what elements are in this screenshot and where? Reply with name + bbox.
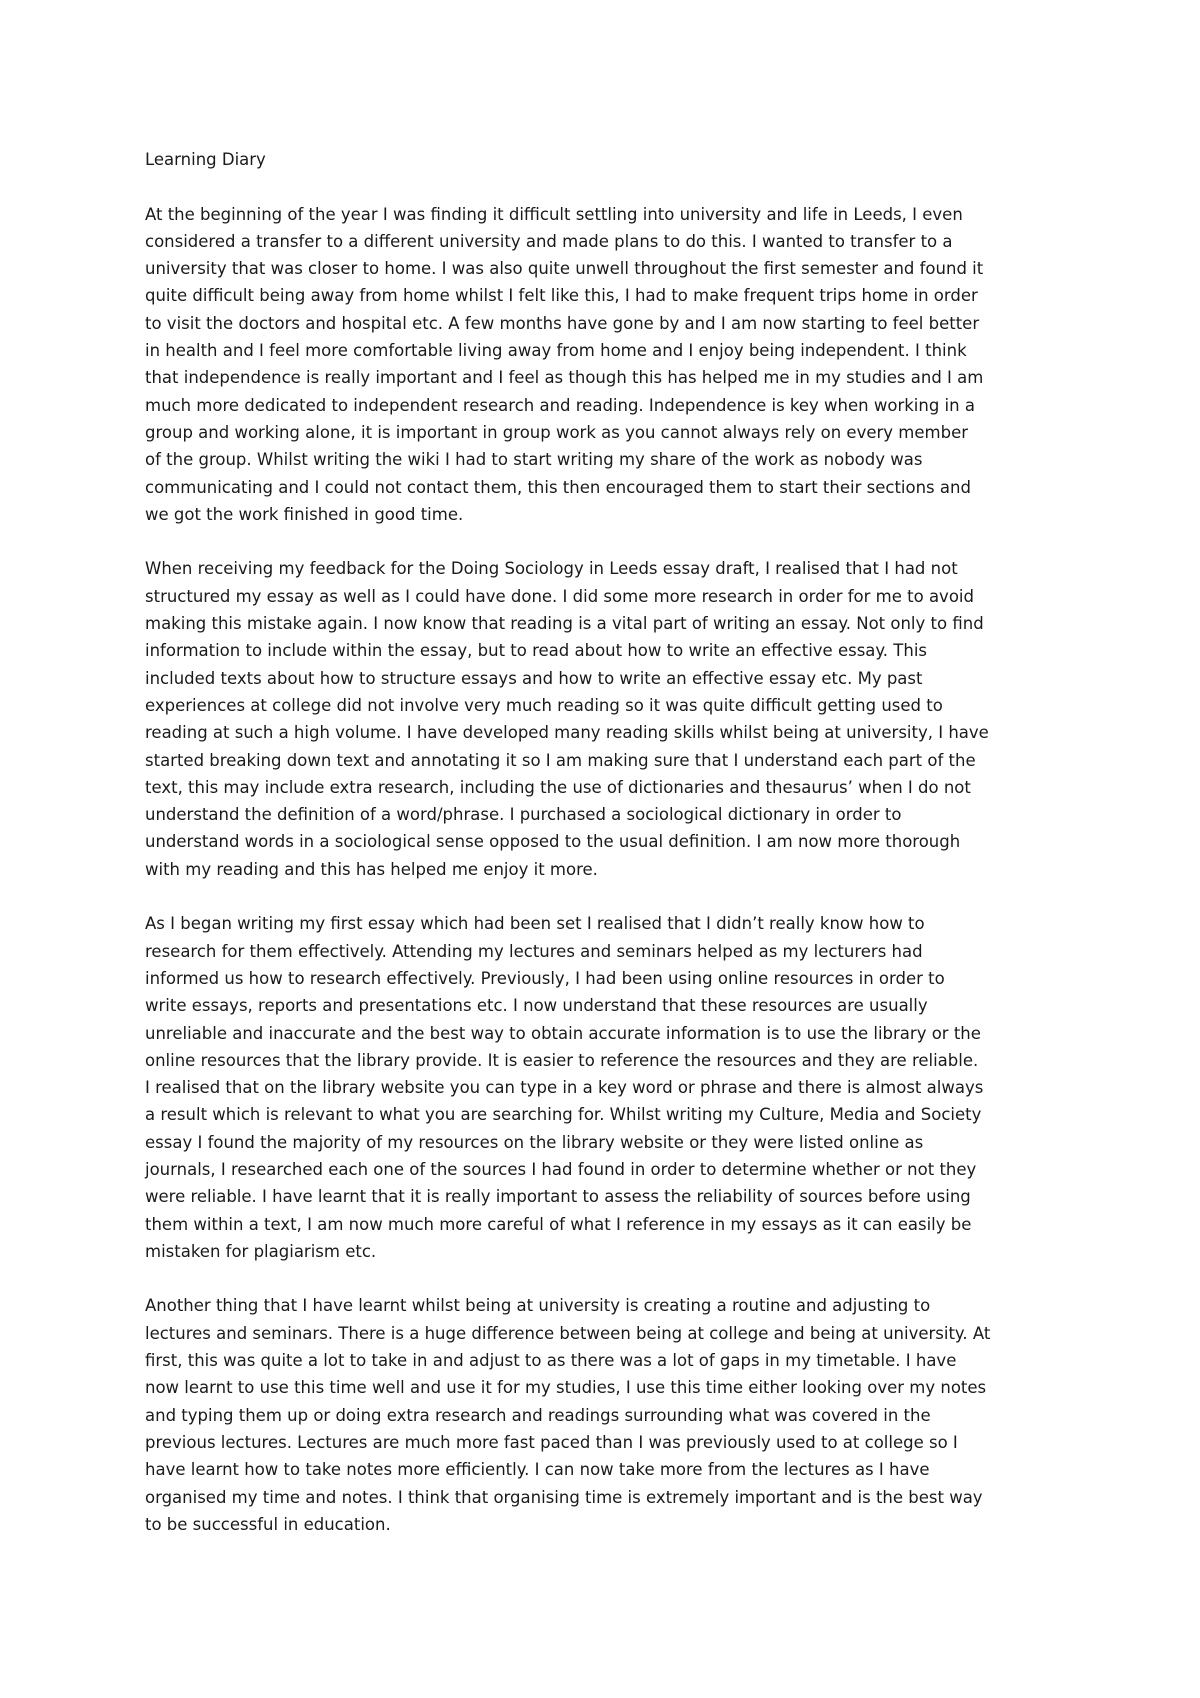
text-line: that independence is really important and I feel as though this has helped me in my studies and I am xyxy=(145,368,984,388)
text-line: lectures and seminars. There is a huge difference between being at college and being at university. At xyxy=(145,1323,991,1343)
text-line: journals, I researched each one of the sources I had found in order to determine whether or not they xyxy=(145,1159,977,1179)
text-line: included texts about how to structure essays and how to write an effective essay etc. My past xyxy=(145,668,923,688)
text-line: As I began writing my first essay which had been set I realised that I didn’t really know how to xyxy=(145,914,925,934)
text-line: research for them effectively. Attending my lectures and seminars helped as my lecturers had xyxy=(145,941,923,961)
paragraph-4 xyxy=(145,1292,1050,1538)
text-line: and typing them up or doing extra research and readings surrounding what was covered in the xyxy=(145,1405,931,1425)
paragraph-2 xyxy=(145,555,1050,883)
text-line: to visit the doctors and hospital etc. A few months have gone by and I am now starting to feel better xyxy=(145,313,980,333)
text-line: now learnt to use this time well and use it for my studies, I use this time either looking over my notes xyxy=(145,1378,987,1398)
text-line: group and working alone, it is important in group work as you cannot always rely on every member xyxy=(145,422,969,442)
text-line: were reliable. I have learnt that it is really important to assess the reliability of sources before using xyxy=(145,1187,971,1207)
text-line: much more dedicated to independent research and reading. Independence is key when working in a xyxy=(145,395,975,415)
text-line: we got the work finished in good time. xyxy=(145,504,464,524)
text-line: text, this may include extra research, including the use of dictionaries and thesaurus’ when I do not xyxy=(145,777,971,797)
paragraph-list xyxy=(145,201,1050,1539)
text-line: When receiving my feedback for the Doing Sociology in Leeds essay draft, I realised that I had not xyxy=(145,559,958,579)
document-body xyxy=(145,146,1050,1565)
text-line: of the group. Whilst writing the wiki I had to start writing my share of the work as nobody was xyxy=(145,450,923,470)
text-line: informed us how to research effectively. Previously, I had been using online resources in order to xyxy=(145,968,945,988)
text-line: previous lectures. Lectures are much more fast paced than I was previously used to at college so I xyxy=(145,1432,958,1452)
text-line: understand the definition of a word/phrase. I purchased a sociological dictionary in order to xyxy=(145,805,902,825)
text-line: a result which is relevant to what you are searching for. Whilst writing my Culture, Media and Society xyxy=(145,1105,982,1125)
text-line: quite difficult being away from home whilst I felt like this, I had to make frequent trips home in order xyxy=(145,286,978,306)
text-line: At the beginning of the year I was finding it difficult settling into university and life in Leeds, I even xyxy=(145,204,963,224)
text-line: online resources that the library provide. It is easier to reference the resources and they are reliable. xyxy=(145,1050,979,1070)
text-line: essay I found the majority of my resources on the library website or they were listed online as xyxy=(145,1132,924,1152)
text-line: first, this was quite a lot to take in and adjust to as there was a lot of gaps in my timetable. I have xyxy=(145,1351,957,1371)
text-line: them within a text, I am now much more careful of what I reference in my essays as it can easily be xyxy=(145,1214,972,1234)
text-line: with my reading and this has helped me enjoy it more. xyxy=(145,859,598,879)
text-line: information to include within the essay, but to read about how to write an effective essay. This xyxy=(145,641,928,661)
text-line: write essays, reports and presentations etc. I now understand that these resources are usually xyxy=(145,996,928,1016)
text-line: structured my essay as well as I could have done. I did some more research in order for me to avoid xyxy=(145,586,974,606)
text-line: mistaken for plagiarism etc. xyxy=(145,1241,377,1261)
paragraph-3 xyxy=(145,910,1050,1265)
document-title: Learning Diary xyxy=(145,150,266,169)
text-line: in health and I feel more comfortable living away from home and I enjoy being independent. I think xyxy=(145,341,967,361)
paragraph-1 xyxy=(145,201,1050,529)
text-line: communicating and I could not contact them, this then encouraged them to start their sections and xyxy=(145,477,971,497)
text-line: considered a transfer to a different university and made plans to do this. I wanted to transfer to a xyxy=(145,231,953,251)
text-line: understand words in a sociological sense opposed to the usual definition. I am now more thorough xyxy=(145,832,961,852)
text-line: university that was closer to home. I was also quite unwell throughout the first semester and found it xyxy=(145,259,984,279)
text-line: experiences at college did not involve very much reading so it was quite difficult getting used to xyxy=(145,695,943,715)
text-line: started breaking down text and annotating it so I am making sure that I understand each part of the xyxy=(145,750,976,770)
text-line: Another thing that I have learnt whilst being at university is creating a routine and adjusting to xyxy=(145,1296,931,1316)
text-line: organised my time and notes. I think that organising time is extremely important and is the best way xyxy=(145,1487,983,1507)
text-line: to be successful in education. xyxy=(145,1514,391,1534)
text-line: making this mistake again. I now know that reading is a vital part of writing an essay. Not only to find xyxy=(145,614,984,634)
text-line: have learnt how to take notes more efficiently. I can now take more from the lectures as I have xyxy=(145,1460,930,1480)
text-line: unreliable and inaccurate and the best way to obtain accurate information is to use the library or the xyxy=(145,1023,981,1043)
text-line: reading at such a high volume. I have developed many reading skills whilst being at university, I have xyxy=(145,723,989,743)
text-line: I realised that on the library website you can type in a key word or phrase and there is almost always xyxy=(145,1078,984,1098)
